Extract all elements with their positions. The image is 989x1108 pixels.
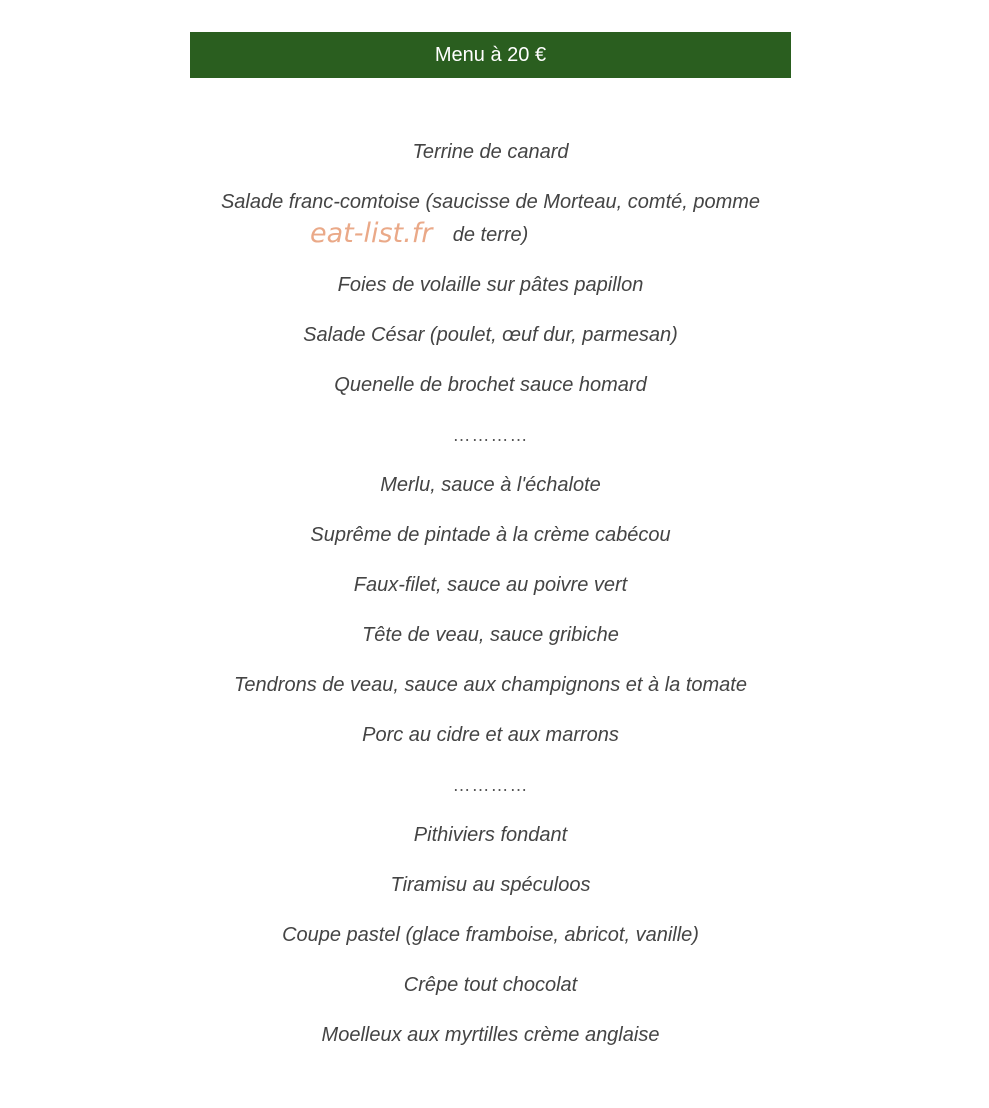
menu-item-main: Suprême de pintade à la crème cabécou — [310, 524, 671, 546]
section-separator: ………… — [452, 775, 529, 795]
menu-item-dessert: Tiramisu au spéculoos — [390, 874, 591, 896]
menu-item-main: Tête de veau, sauce gribiche — [362, 624, 619, 646]
menu-item-main: Faux-filet, sauce au poivre vert — [353, 574, 628, 596]
menu-title: Menu à 20 € — [190, 32, 791, 78]
menu-item-main: Porc au cidre et aux marrons — [362, 724, 619, 746]
menu-item-dessert: Coupe pastel (glace framboise, abricot, vanille) — [282, 924, 699, 946]
menu-item-dessert: Crêpe tout chocolat — [403, 974, 578, 996]
menu-item-dessert: Moelleux aux myrtilles crème anglaise — [321, 1024, 660, 1046]
menu-item-starter: Salade César (poulet, œuf dur, parmesan) — [303, 324, 678, 346]
menu-item-main: Merlu, sauce à l'échalote — [380, 474, 601, 496]
menu-item-dessert: Pithiviers fondant — [413, 824, 568, 846]
menu-item-main: Tendrons de veau, sauce aux champignons et à la tomate — [234, 674, 747, 696]
watermark-logo: eat-list.fr — [310, 218, 433, 249]
section-separator: ………… — [452, 425, 529, 445]
menu-list — [190, 136, 791, 1069]
menu-item-starter: Foies de volaille sur pâtes papillon — [337, 274, 644, 296]
menu-item-starter: Terrine de canard — [412, 141, 569, 163]
menu-item-starter: Quenelle de brochet sauce homard — [334, 374, 647, 396]
menu-item-starter: Salade franc-comtoise (saucisse de Morteau, comté, pomme de terre) — [220, 191, 761, 246]
